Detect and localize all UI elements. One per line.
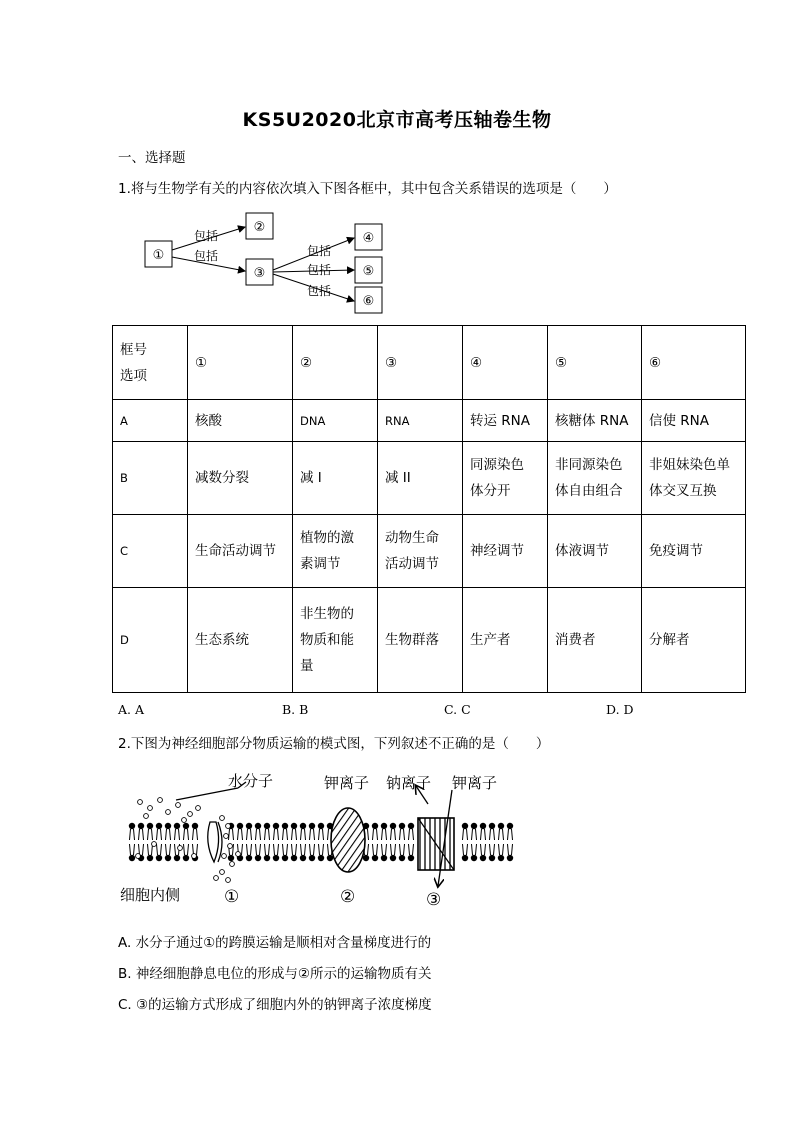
structure-3-label: ③ bbox=[426, 890, 442, 910]
phospholipid-head bbox=[309, 855, 315, 861]
phospholipid-head bbox=[264, 855, 270, 861]
phospholipid-head bbox=[129, 823, 135, 829]
water-molecule bbox=[178, 846, 183, 851]
phospholipid-head bbox=[363, 855, 369, 861]
table-row bbox=[113, 442, 746, 515]
water-molecule bbox=[176, 803, 181, 808]
table-cell: DNA bbox=[293, 400, 378, 442]
edge-label: 包括 bbox=[307, 284, 332, 298]
water-molecule bbox=[236, 852, 241, 857]
edge-label: 包括 bbox=[194, 229, 219, 243]
water-molecule bbox=[152, 842, 157, 847]
table-cell: 生命活动调节 bbox=[188, 515, 293, 588]
phospholipid-head bbox=[174, 855, 180, 861]
phospholipid-head bbox=[165, 855, 171, 861]
table-cell: 免疫调节 bbox=[642, 515, 746, 588]
water-molecule bbox=[230, 862, 235, 867]
phospholipid-head bbox=[147, 823, 153, 829]
header-col: ① bbox=[188, 326, 293, 400]
phospholipid-head bbox=[489, 855, 495, 861]
water-molecule bbox=[226, 878, 231, 883]
table-cell: 生产者 bbox=[463, 588, 548, 693]
water-molecule bbox=[196, 806, 201, 811]
table-cell: 生物群落 bbox=[378, 588, 463, 693]
water-molecule bbox=[226, 824, 231, 829]
table-cell: 同源染色 体分开 bbox=[463, 442, 548, 515]
phospholipid-head bbox=[129, 855, 135, 861]
phospholipid-head bbox=[390, 823, 396, 829]
row-label: D bbox=[113, 588, 188, 693]
phospholipid-head bbox=[318, 823, 324, 829]
phospholipid-head bbox=[390, 855, 396, 861]
phospholipid-head bbox=[255, 823, 261, 829]
table-cell: 非同源染色 体自由组合 bbox=[548, 442, 642, 515]
box-5-label: ⑤ bbox=[362, 264, 375, 279]
box-6-label: ⑥ bbox=[362, 294, 375, 309]
row-label: A bbox=[113, 400, 188, 442]
phospholipid-head bbox=[174, 823, 180, 829]
phospholipid-head bbox=[291, 855, 297, 861]
membrane-transport-diagram bbox=[118, 760, 523, 910]
option-c[interactable]: C. C bbox=[444, 702, 471, 717]
phospholipid-head bbox=[462, 855, 468, 861]
q2-option-c[interactable]: C. ③的运输方式形成了细胞内外的钠钾离子浓度梯度 bbox=[118, 997, 432, 1013]
structure-2-label: ② bbox=[340, 887, 356, 907]
phospholipid-head bbox=[462, 823, 468, 829]
table-cell: 生态系统 bbox=[188, 588, 293, 693]
phospholipid-head bbox=[183, 855, 189, 861]
table-cell: 非生物的 物质和能 量 bbox=[293, 588, 378, 693]
water-molecule bbox=[228, 844, 233, 849]
k-label-2: 钾离子 bbox=[452, 774, 498, 792]
k-label-1: 钾离子 bbox=[324, 774, 370, 792]
phospholipid-head bbox=[471, 823, 477, 829]
phospholipid-head bbox=[246, 855, 252, 861]
water-molecule bbox=[192, 854, 197, 859]
inclusion-diagram bbox=[130, 205, 400, 320]
phospholipid-head bbox=[408, 855, 414, 861]
water-molecule bbox=[166, 810, 171, 815]
table-cell: 信使 RNA bbox=[642, 400, 746, 442]
table-cell: 体液调节 bbox=[548, 515, 642, 588]
water-molecule bbox=[148, 806, 153, 811]
table-cell: 消费者 bbox=[548, 588, 642, 693]
phospholipid-head bbox=[498, 823, 504, 829]
table-cell: 核糖体 RNA bbox=[548, 400, 642, 442]
water-label: 水分子 bbox=[228, 772, 274, 790]
aquaporin-channel bbox=[208, 822, 219, 862]
water-molecule bbox=[144, 814, 149, 819]
phospholipid-head bbox=[183, 823, 189, 829]
potassium-channel-protein bbox=[331, 808, 365, 872]
q2-option-b[interactable]: B. 神经细胞静息电位的形成与②所示的运输物质有关 bbox=[118, 966, 432, 982]
phospholipid-head bbox=[399, 823, 405, 829]
row-label: B bbox=[113, 442, 188, 515]
table-cell: 转运 RNA bbox=[463, 400, 548, 442]
phospholipid-head bbox=[318, 855, 324, 861]
table-cell: 核酸 bbox=[188, 400, 293, 442]
phospholipid-head bbox=[255, 855, 261, 861]
phospholipid-head bbox=[471, 855, 477, 861]
edge-label: 包括 bbox=[194, 249, 219, 263]
phospholipid-head bbox=[498, 855, 504, 861]
phospholipid-head bbox=[237, 823, 243, 829]
table-cell: 植物的激 素调节 bbox=[293, 515, 378, 588]
phospholipid-head bbox=[300, 823, 306, 829]
header-col: ⑥ bbox=[642, 326, 746, 400]
phospholipid-head bbox=[282, 823, 288, 829]
phospholipid-head bbox=[309, 823, 315, 829]
phospholipid-head bbox=[165, 823, 171, 829]
header-col: ② bbox=[293, 326, 378, 400]
phospholipid-head bbox=[246, 823, 252, 829]
water-molecule bbox=[188, 812, 193, 817]
edge-label: 包括 bbox=[307, 263, 332, 277]
phospholipid-head bbox=[273, 855, 279, 861]
water-molecule bbox=[224, 834, 229, 839]
na-label: 钠离子 bbox=[386, 774, 432, 792]
table-cell: 减 II bbox=[378, 442, 463, 515]
phospholipid-head bbox=[507, 855, 513, 861]
table-cell: RNA bbox=[378, 400, 463, 442]
header-col: ③ bbox=[378, 326, 463, 400]
water-molecule bbox=[220, 870, 225, 875]
option-d[interactable]: D. D bbox=[606, 702, 634, 717]
phospholipid-head bbox=[408, 823, 414, 829]
row-label: C bbox=[113, 515, 188, 588]
box-2-label: ② bbox=[253, 220, 266, 235]
phospholipid-head bbox=[300, 855, 306, 861]
water-molecule bbox=[182, 818, 187, 823]
phospholipid-head bbox=[291, 823, 297, 829]
edge-label: 包括 bbox=[307, 244, 332, 258]
table-cell: 减 I bbox=[293, 442, 378, 515]
table-row bbox=[113, 588, 746, 693]
table-row bbox=[113, 400, 746, 442]
phospholipid-head bbox=[264, 823, 270, 829]
phospholipid-head bbox=[192, 823, 198, 829]
water-molecule bbox=[220, 816, 225, 821]
question-2-stem: 2.下图为神经细胞部分物质运输的模式图，下列叙述不正确的是（ ） bbox=[118, 736, 550, 752]
table-cell: 减数分裂 bbox=[188, 442, 293, 515]
water-molecule bbox=[138, 800, 143, 805]
phospholipid-head bbox=[228, 855, 234, 861]
structure-1-label: ① bbox=[224, 887, 240, 907]
phospholipid-head bbox=[480, 855, 486, 861]
page-title: KS5U2020北京市高考压轴卷生物 bbox=[242, 109, 552, 131]
phospholipid-head bbox=[381, 855, 387, 861]
table-header-row bbox=[113, 326, 746, 400]
phospholipid-head bbox=[381, 823, 387, 829]
header-col: ⑤ bbox=[548, 326, 642, 400]
table-cell: 非姐妹染色单 体交叉互换 bbox=[642, 442, 746, 515]
option-a[interactable]: A. A bbox=[118, 702, 145, 717]
header-col: ④ bbox=[463, 326, 548, 400]
section-heading: 一、选择题 bbox=[118, 150, 186, 166]
water-molecule bbox=[214, 876, 219, 881]
phospholipid-head bbox=[372, 855, 378, 861]
box-4-label: ④ bbox=[362, 231, 375, 246]
phospholipid-head bbox=[480, 823, 486, 829]
box-1-label: ① bbox=[152, 248, 165, 263]
phospholipid-head bbox=[372, 823, 378, 829]
phospholipid-head bbox=[273, 823, 279, 829]
question-1-stem: 1.将与生物学有关的内容依次填入下图各框中，其中包含关系错误的选项是（ ） bbox=[118, 181, 617, 197]
phospholipid-head bbox=[327, 855, 333, 861]
option-b[interactable]: B. B bbox=[282, 702, 309, 717]
phospholipid-head bbox=[138, 823, 144, 829]
table-row bbox=[113, 515, 746, 588]
water-molecule bbox=[222, 854, 227, 859]
phospholipid-head bbox=[156, 823, 162, 829]
table-cell: 动物生命 活动调节 bbox=[378, 515, 463, 588]
phospholipid-bilayer bbox=[129, 823, 513, 861]
table-cell: 分解者 bbox=[642, 588, 746, 693]
water-molecule bbox=[158, 798, 163, 803]
inside-label: 细胞内侧 bbox=[120, 886, 181, 904]
table-cell: 神经调节 bbox=[463, 515, 548, 588]
box-3-label: ③ bbox=[253, 266, 266, 281]
phospholipid-head bbox=[489, 823, 495, 829]
phospholipid-head bbox=[147, 855, 153, 861]
phospholipid-head bbox=[282, 855, 288, 861]
phospholipid-head bbox=[399, 855, 405, 861]
options-table bbox=[112, 325, 746, 693]
water-molecule bbox=[136, 854, 141, 859]
phospholipid-head bbox=[507, 823, 513, 829]
header-corner: 框号 选项 bbox=[113, 326, 188, 400]
phospholipid-head bbox=[156, 855, 162, 861]
q2-option-a[interactable]: A. 水分子通过①的跨膜运输是顺相对含量梯度进行的 bbox=[118, 935, 432, 951]
